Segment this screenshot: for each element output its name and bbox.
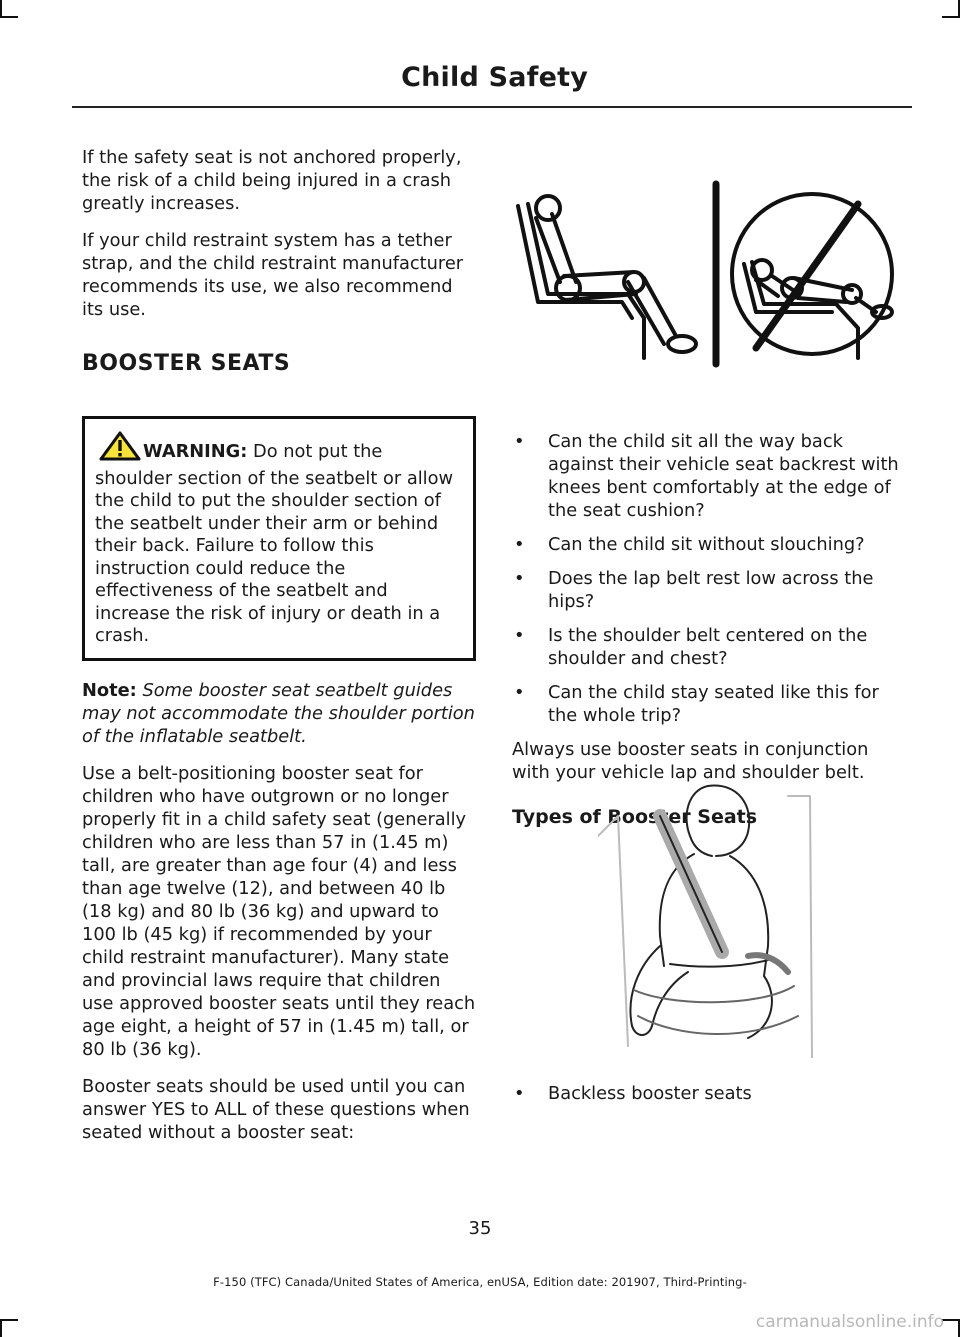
footer-edition: F-150 (TFC) Canada/United States of America, enUSA, Edition date: 201907, Third-Printing- xyxy=(213,1275,747,1289)
crop-mark xyxy=(0,1319,18,1321)
paragraph-anchor: If the safety seat is not anchored properly, the risk of a child being injured in a crash greatly increases. xyxy=(82,147,462,214)
right-column xyxy=(512,430,910,828)
page-title: Child Safety xyxy=(401,62,588,93)
note-label: Note: xyxy=(82,679,137,701)
booster-questions-list xyxy=(512,430,910,727)
paragraph-booster-questions: Booster seats should be used until you can answer YES to ALL of these questions when seated without a booster seat: xyxy=(82,1075,470,1143)
backless-booster-illustration xyxy=(598,776,816,1058)
note xyxy=(82,679,476,748)
header-divider xyxy=(72,106,912,108)
section-title: BOOSTER SEATS xyxy=(82,351,291,376)
warning-label: WARNING: xyxy=(143,441,248,462)
watermark: carmanualsonline.info xyxy=(755,1312,944,1332)
list-item: • Is the shoulder belt centered on the shoulder and chest? xyxy=(512,624,910,670)
subheading-types: Types of Booster Seats xyxy=(512,806,758,828)
crop-mark xyxy=(0,1319,2,1337)
seat-posture-illustration xyxy=(516,178,896,368)
warning-text: Do not put the shoulder section of the seatbelt or allow the child to put the shoulder section of the seatbelt under their arm or behind their back. Failure to follow this instruction could reduce the effectiveness of the seatbelt and increase the risk of injury or death in a crash. xyxy=(95,441,454,646)
note-text: Some booster seat seatbelt guides may not accommodate the shoulder portion of the inflatable seatbelt. xyxy=(82,679,475,747)
paragraph-tether: If your child restraint system has a tether strap, and the child restraint manufacturer recommends its use, we also recommend its use. xyxy=(82,230,464,320)
list-item: • Backless booster seats xyxy=(512,1082,910,1105)
list-item: • Can the child sit without slouching? xyxy=(512,533,910,556)
booster-types-list-container xyxy=(512,1082,910,1116)
left-column xyxy=(82,146,476,1158)
list-item: • Does the lap belt rest low across the hips? xyxy=(512,567,910,613)
list-item: • Can the child sit all the way back against their vehicle seat backrest with knees bent comfortably at the edge of the seat cushion? xyxy=(512,430,910,522)
warning-triangle-icon xyxy=(99,431,141,468)
list-item: • Can the child stay seated like this for the whole trip? xyxy=(512,681,910,727)
crop-mark xyxy=(942,16,960,18)
crop-mark xyxy=(0,16,18,18)
warning-box xyxy=(82,416,476,661)
paragraph-always-use: Always use booster seats in conjunction with your vehicle lap and shoulder belt. xyxy=(512,739,869,783)
page-number: 35 xyxy=(468,1218,492,1239)
crop-mark xyxy=(942,1319,960,1321)
paragraph-booster-usage: Use a belt-positioning booster seat for children who have outgrown or no longer properly fit in a child safety seat (generally children who are less than 57 in (1.45 m) tall, are greater than age four (4) and less than age twelve (12), and between 40 lb (18 kg) and 80 lb (36 kg) and upward to 100 lb (45 kg) if recommended by your child restraint manufacturer). Many state and provincial laws require that children use approved booster seats until they reach age eight, a height of 57 in (1.45 m) tall, or 80 lb (36 kg). xyxy=(82,762,476,1060)
booster-types-list xyxy=(512,1082,910,1105)
